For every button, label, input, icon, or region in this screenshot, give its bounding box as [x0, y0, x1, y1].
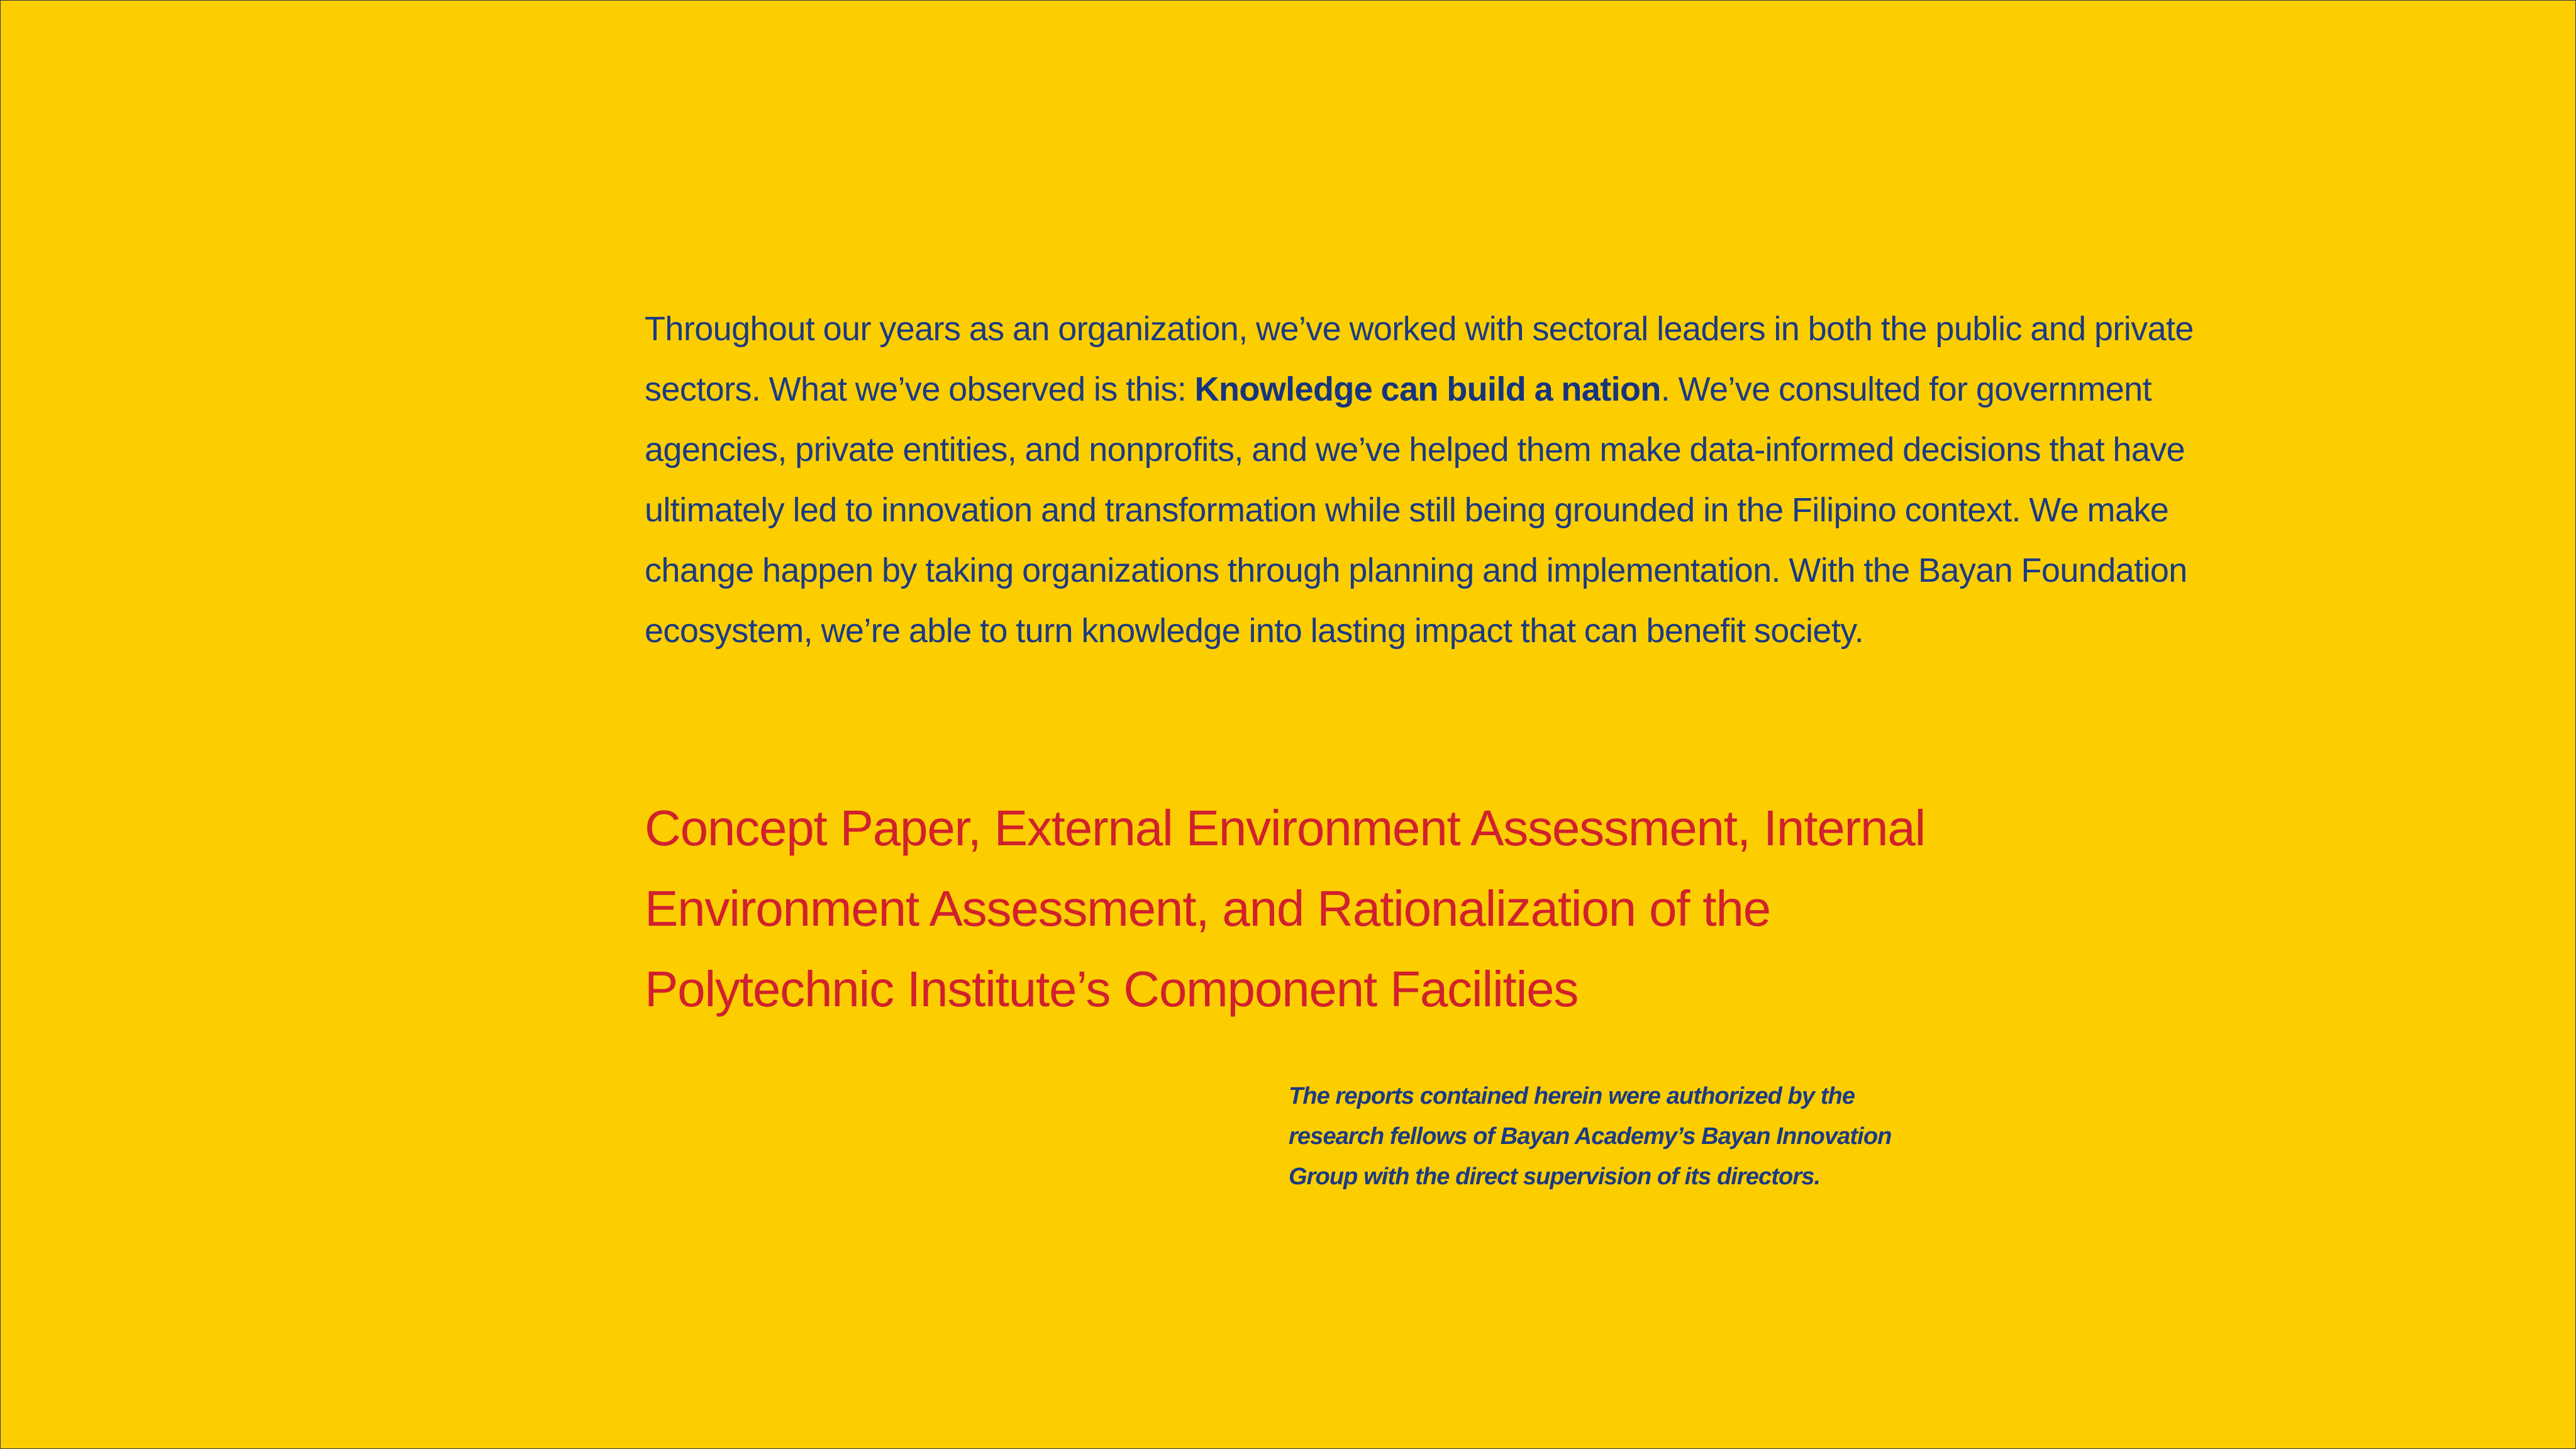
- attribution-note: The reports contained herein were authorized by the research fellows of Bayan Academy’s Bayan Innovation Group with the direct supervision of its directors.: [1289, 1083, 1892, 1190]
- intro-text-before: Throughout our years as an organization, we’ve worked with sectoral leaders in both the public and private sectors. What we’ve observed is this:: [645, 310, 2194, 408]
- intro-emphasis: Knowledge can build a nation: [1194, 370, 1661, 408]
- intro-text-after: . We’ve consulted for government agencies, private entities, and nonprofits, and we’ve helped them make data-informed decisions that have ultimately led to innovation and transformation while still being grounded in the Filipino context. We make change happen by taking organizations through planning and implementation. With the Bayan Foundation ecosystem, we’re able to turn knowledge into lasting impact that can benefit society.: [645, 370, 2187, 650]
- report-title: Concept Paper, External Environment Assessment, Internal Environment Assessment, and Rationalization of the Polytechnic Institute’s Component Facilities: [645, 800, 1926, 1017]
- intro-paragraph: [645, 299, 2273, 661]
